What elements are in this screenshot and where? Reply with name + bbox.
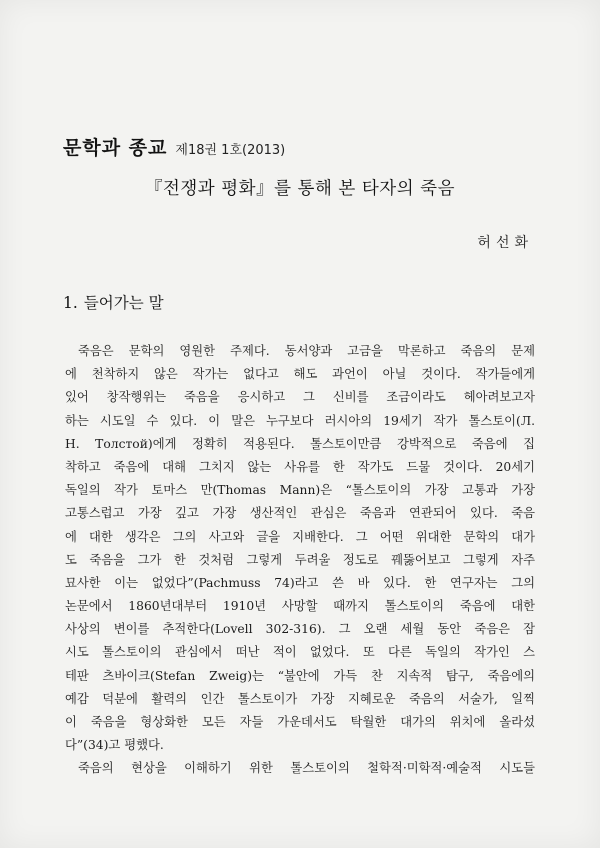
- body-line: 도 죽음을 그가 한 것처럼 그렇게 두려울 정도로 꿰뚫어보고 그렇게 자주: [65, 552, 535, 567]
- body-line: Н. Толстой)에게 정확히 적용된다. 톨스토이만큼 강박적으로 죽음에 집: [65, 436, 535, 451]
- journal-header: [63, 133, 285, 160]
- body-line: 에 천착하지 않은 작가는 없다고 해도 과언이 아닐 것이다. 작가들에게: [65, 367, 535, 382]
- body-line: 사상의 변이를 추적한다(Lovell 302-316). 그 오랜 세월 동안 죽음은 잠: [65, 622, 535, 637]
- journal-title: 문학과 종교: [63, 137, 168, 159]
- article-title: 『전쟁과 평화』를 통해 본 타자의 죽음: [145, 179, 455, 199]
- body-line: 착하고 죽음에 대해 그치지 않는 사유를 한 작가도 드물 것이다. 20세기: [65, 459, 535, 474]
- author-name: 허선화: [477, 235, 533, 251]
- section-heading: [63, 291, 164, 313]
- body-line: 고통스럽고 가장 깊고 가장 생산적인 관심은 죽음과 연관되어 있다. 죽음: [65, 506, 535, 521]
- body-line: 있어 창작행위는 죽음을 응시하고 그 신비를 조금이라도 헤아려보고자: [65, 390, 535, 405]
- body-line: 에 대한 생각은 그의 사고와 글을 지배한다. 그 어떤 위대한 문학의 대가: [65, 529, 535, 544]
- body-line: 독일의 작가 토마스 만(Thomas Mann)은 “톨스토이의 가장 고통과 가장: [65, 483, 535, 498]
- body-text: [65, 340, 535, 781]
- body-line: 테판 츠바이크(Stefan Zweig)는 “불안에 가득 찬 지속적 탐구, 죽음에의: [65, 668, 535, 683]
- body-line: 하는 시도일 수 있다. 이 말은 누구보다 러시아의 19세기 작가 톨스토이(Л.: [65, 413, 535, 428]
- body-line: 다”(34)고 평했다.: [65, 738, 164, 753]
- body-line: 죽음은 문학의 영원한 주제다. 동서양과 고금을 막론하고 죽음의 문제: [78, 344, 535, 358]
- body-line: 죽음의 현상을 이해하기 위한 톨스토이의 철학적·미학적·예술적 시도들: [78, 761, 535, 776]
- body-line: 논문에서 1860년대부터 1910년 사망할 때까지 톨스토이의 죽음에 대한: [65, 599, 535, 614]
- body-line: 예감 덕분에 활력의 인간 톨스토이가 가장 지혜로운 죽음의 서술가, 일찍: [65, 691, 535, 706]
- body-line: 이 죽음을 형상화한 모든 자들 가운데서도 탁월한 대가의 위치에 올라섰: [65, 715, 535, 729]
- journal-issue: 제18권 1호(2013): [175, 143, 286, 158]
- section-number: 1.: [63, 294, 78, 312]
- body-line: 묘사한 이는 없었다”(Pachmuss 74)라고 쓴 바 있다. 한 연구자는 그의: [65, 575, 535, 590]
- body-line: 시도 톨스토이의 관심에서 떠난 적이 없었다. 또 다른 독일의 작가인 스: [65, 645, 535, 660]
- section-heading-text: 들어가는 말: [83, 294, 164, 312]
